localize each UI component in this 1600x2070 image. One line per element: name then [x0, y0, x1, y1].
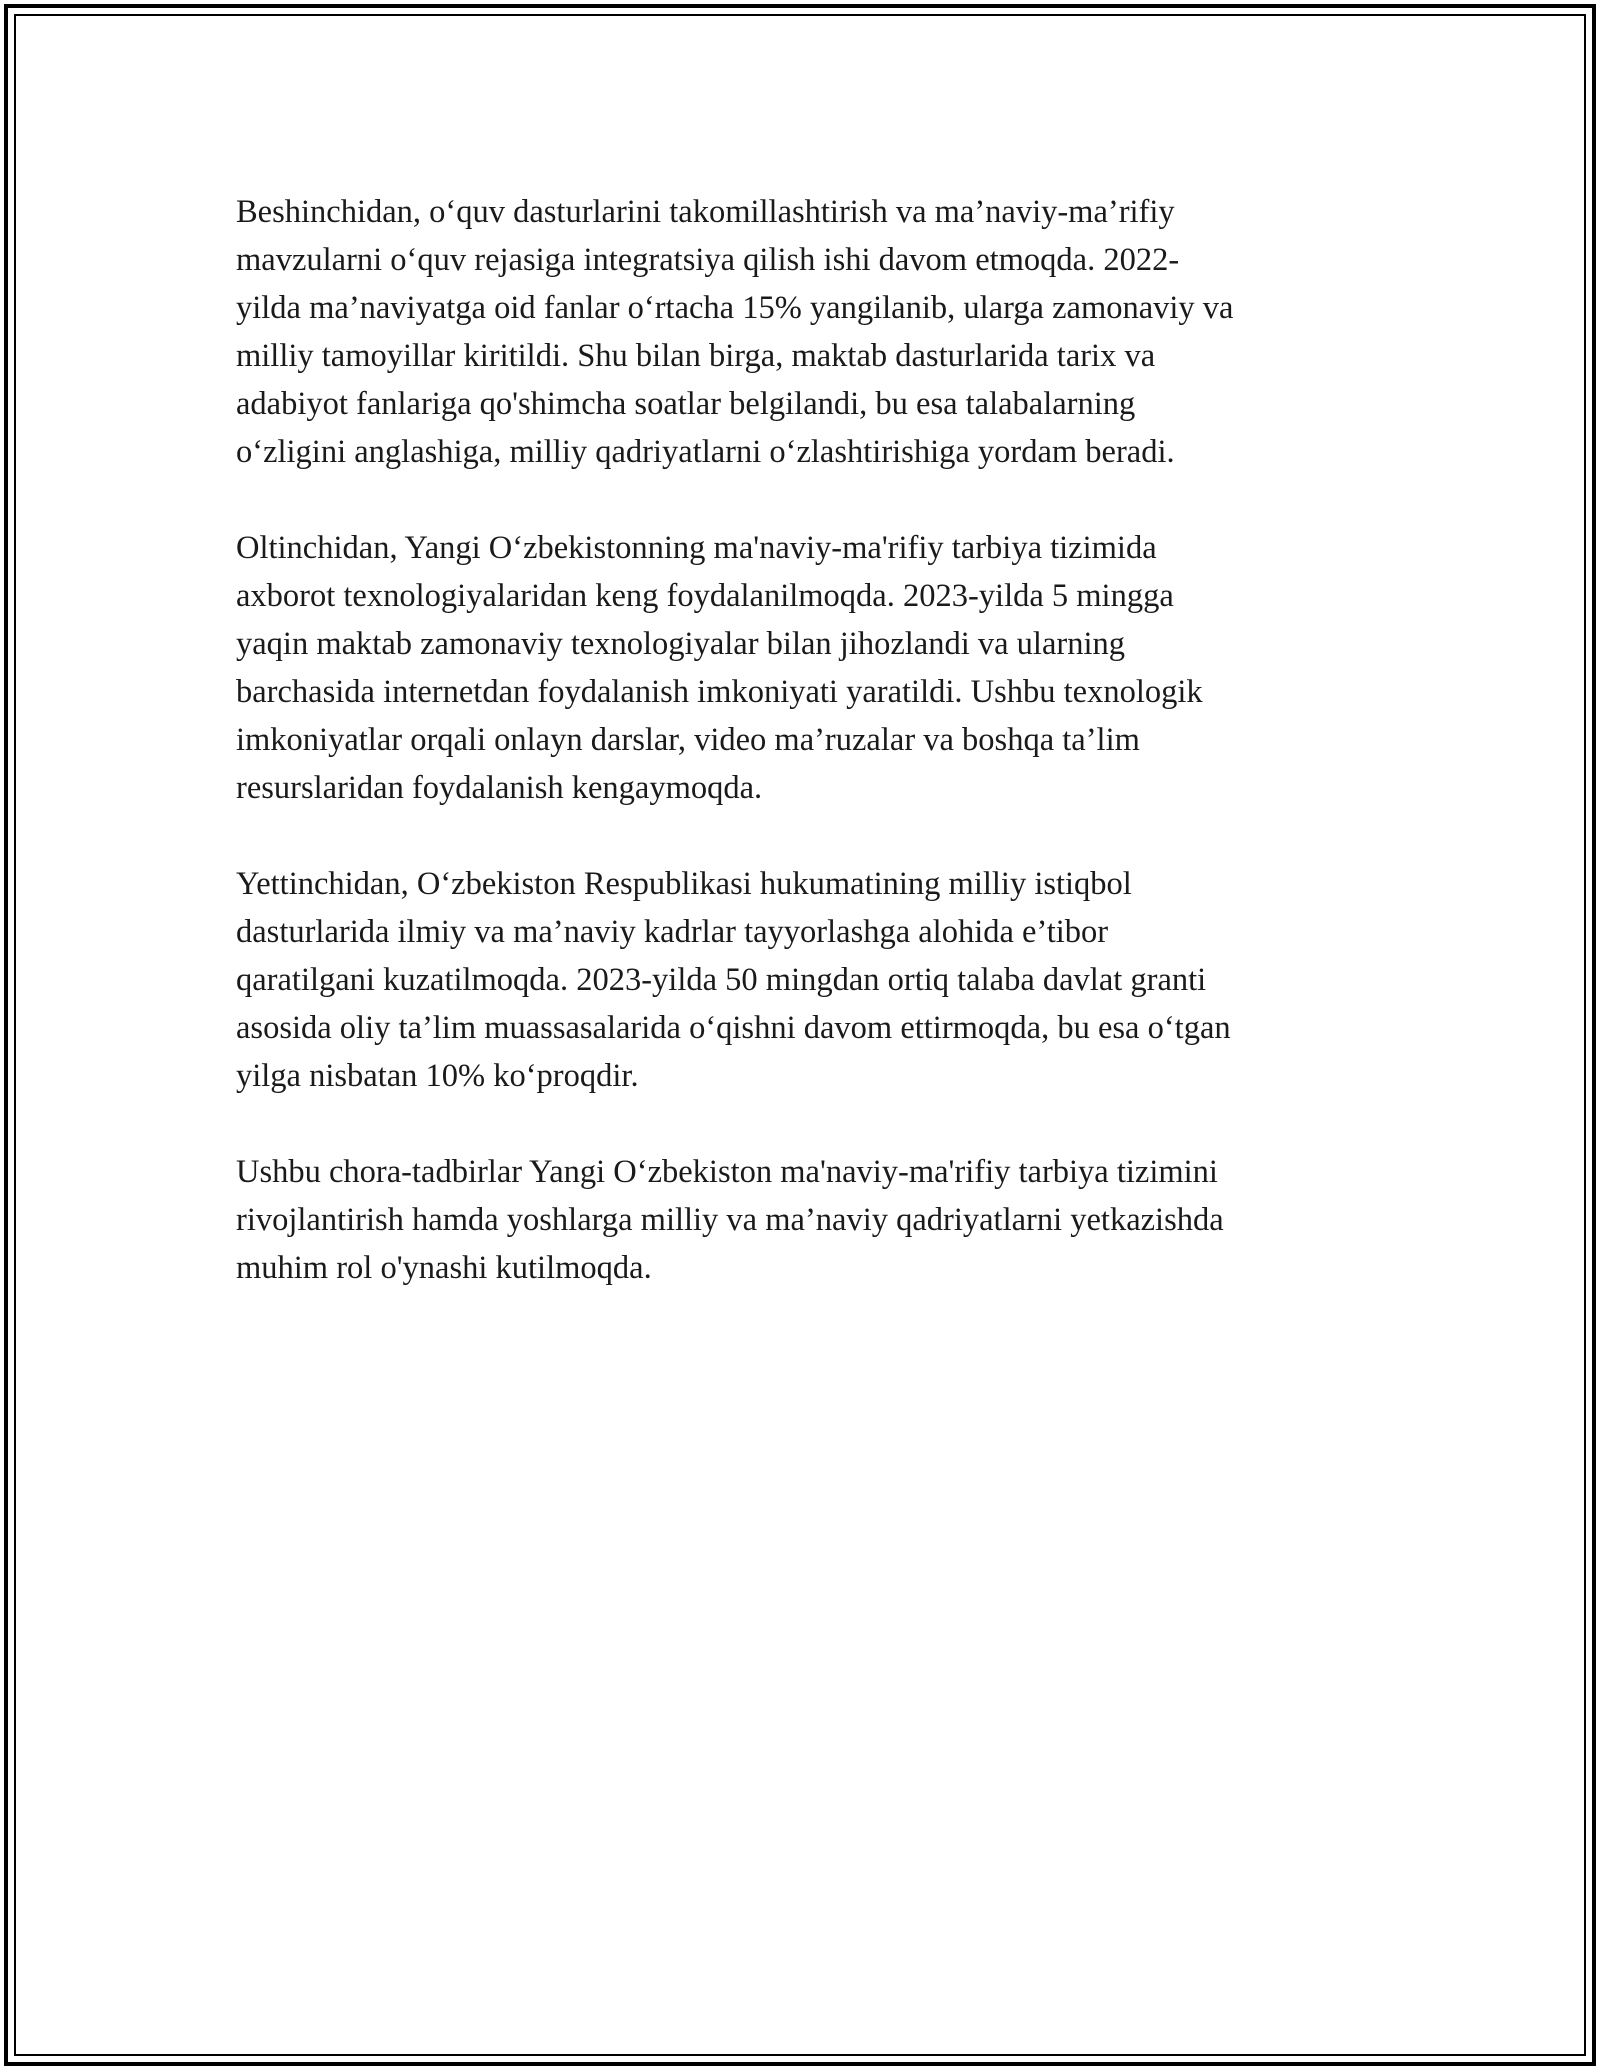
paragraph-line: barchasida internetdan foydalanish imkoniyati yaratildi. Ushbu texnologik: [236, 674, 1203, 710]
paragraph-line: muhim rol o'ynashi kutilmoqda.: [236, 1250, 652, 1286]
paragraph-4: [236, 1148, 1366, 1292]
paragraph-2: [236, 524, 1366, 812]
paragraph-line: resurslaridan foydalanish kengaymoqda.: [236, 770, 763, 806]
paragraph-line: axborot texnologiyalaridan keng foydalanilmoqda. 2023-yilda 5 mingga: [236, 578, 1174, 614]
paragraph-line: o‘zligini anglashiga, milliy qadriyatlarni o‘zlashtirishiga yordam beradi.: [236, 434, 1175, 470]
paragraph-line: dasturlarida ilmiy va ma’naviy kadrlar tayyorlashga alohida e’tibor: [236, 914, 1109, 950]
paragraph-line: adabiyot fanlariga qo'shimcha soatlar belgilandi, bu esa talabalarning: [236, 386, 1136, 422]
paragraph-line: Yettinchidan, O‘zbekiston Respublikasi hukumatining milliy istiqbol: [236, 866, 1132, 902]
paragraph-line: yaqin maktab zamonaviy texnologiyalar bilan jihozlandi va ularning: [236, 626, 1125, 662]
paragraph-line: asosida oliy ta’lim muassasalarida o‘qishni davom ettirmoqda, bu esa o‘tgan: [236, 1010, 1231, 1046]
paragraph-line: milliy tamoyillar kiritildi. Shu bilan birga, maktab dasturlarida tarix va: [236, 338, 1156, 374]
paragraph-line: Oltinchidan, Yangi O‘zbekistonning ma'naviy-ma'rifiy tarbiya tizimida: [236, 530, 1157, 566]
paragraph-line: qaratilgani kuzatilmoqda. 2023-yilda 50 mingdan ortiq talaba davlat granti: [236, 962, 1207, 998]
paragraph-line: mavzularni o‘quv rejasiga integratsiya qilish ishi davom etmoqda. 2022-: [236, 242, 1180, 278]
paragraph-1: [236, 188, 1366, 476]
paragraph-3: [236, 860, 1366, 1100]
paragraph-line: Ushbu chora-tadbirlar Yangi O‘zbekiston ma'naviy-ma'rifiy tarbiya tizimini: [236, 1154, 1218, 1190]
paragraph-line: yilga nisbatan 10% ko‘proqdir.: [236, 1058, 639, 1094]
paragraph-line: rivojlantirish hamda yoshlarga milliy va ma’naviy qadriyatlarni yetkazishda: [236, 1202, 1224, 1238]
paragraph-line: imkoniyatlar orqali onlayn darslar, video ma’ruzalar va boshqa ta’lim: [236, 722, 1140, 758]
paragraph-line: yilda ma’naviyatga oid fanlar o‘rtacha 15% yangilanib, ularga zamonaviy va: [236, 290, 1234, 326]
paragraph-line: Beshinchidan, o‘quv dasturlarini takomillashtirish va ma’naviy-ma’rifiy: [236, 194, 1175, 230]
document-body: [236, 188, 1366, 1340]
